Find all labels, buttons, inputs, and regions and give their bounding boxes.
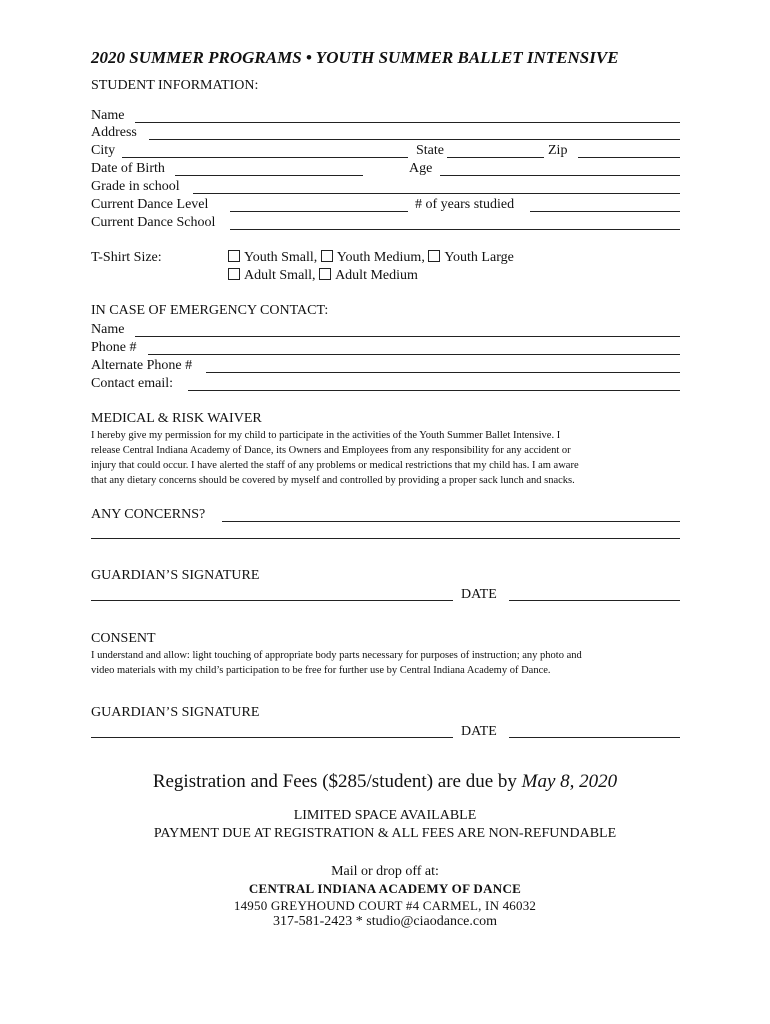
form-title: 2020 SUMMER PROGRAMS • YOUTH SUMMER BALLET INTENSIVE [91, 48, 619, 67]
tshirt-row-1 [228, 249, 514, 267]
city-label: City [91, 143, 116, 158]
guardian-signature-field-2[interactable] [91, 737, 453, 738]
option-adult-medium[interactable]: Adult Medium [319, 268, 418, 283]
concerns-label: ANY CONCERNS? [91, 507, 206, 522]
guardian-signature-label: GUARDIAN’S SIGNATURE [91, 568, 260, 583]
state-field[interactable] [447, 157, 544, 158]
waiver-line: release Central Indiana Academy of Dance, its Owners and Employees from any responsibility for any accident or [91, 445, 571, 456]
tshirt-label: T-Shirt Size: [91, 250, 162, 265]
emergency-name-field[interactable] [135, 336, 680, 337]
emergency-phone-field[interactable] [148, 354, 680, 355]
org-address: 14950 GREYHOUND COURT #4 CARMEL, IN 46032 [233, 898, 537, 913]
zip-label: Zip [548, 143, 568, 158]
guardian-signature-label-2: GUARDIAN’S SIGNATURE [91, 705, 260, 720]
waiver-line: that any dietary concerns should be covered by myself and controlled by providing a proper sack lunch and snacks. [91, 475, 575, 486]
option-adult-small[interactable]: Adult Small, [228, 268, 316, 283]
checkbox-icon[interactable] [228, 250, 240, 262]
payment-notice: PAYMENT DUE AT REGISTRATION & ALL FEES ARE NON-REFUNDABLE [153, 826, 617, 841]
emergency-heading: IN CASE OF EMERGENCY CONTACT: [91, 303, 329, 318]
city-field[interactable] [122, 157, 408, 158]
alt-phone-label: Alternate Phone # [91, 358, 193, 373]
years-studied-field[interactable] [530, 211, 680, 212]
alt-phone-field[interactable] [206, 372, 680, 373]
checkbox-icon[interactable] [319, 268, 331, 280]
org-name: CENTRAL INDIANA ACADEMY OF DANCE [248, 881, 522, 896]
student-info-heading: STUDENT INFORMATION: [91, 78, 259, 93]
date-label-2: DATE [461, 724, 497, 739]
date-label: DATE [461, 587, 497, 602]
dance-school-field[interactable] [230, 229, 680, 230]
name-label: Name [91, 108, 125, 123]
concerns-field[interactable] [222, 521, 680, 522]
tshirt-row-2 [228, 267, 418, 285]
address-label: Address [91, 125, 137, 140]
waiver-line: I hereby give my permission for my child to participate in the activities of the Youth Summer Ballet Intensive. I [91, 430, 561, 441]
checkbox-icon[interactable] [228, 268, 240, 280]
waiver-heading: MEDICAL & RISK WAIVER [91, 411, 262, 426]
age-label: Age [409, 161, 433, 176]
limited-space: LIMITED SPACE AVAILABLE [293, 808, 477, 823]
contact-email-field[interactable] [188, 390, 680, 391]
emergency-name-label: Name [91, 322, 125, 337]
mail-instruction: Mail or drop off at: [331, 864, 439, 879]
fees-due-date: May 8, 2020 [521, 771, 618, 792]
dob-label: Date of Birth [91, 161, 165, 176]
grade-field[interactable] [193, 193, 680, 194]
guardian-signature-field[interactable] [91, 600, 453, 601]
emergency-phone-label: Phone # [91, 340, 137, 355]
consent-line: video materials with my child’s participation to be free for further use by Central Indiana Academy of Dance. [91, 665, 551, 676]
waiver-line: injury that could occur. I have alerted the staff of any problems or medical restrictions that my child has. I am aware [91, 460, 579, 471]
checkbox-icon[interactable] [428, 250, 440, 262]
checkbox-icon[interactable] [321, 250, 333, 262]
dance-level-label: Current Dance Level [91, 197, 209, 212]
grade-label: Grade in school [91, 179, 180, 194]
option-youth-small[interactable]: Youth Small, [228, 250, 317, 265]
name-field[interactable] [135, 122, 680, 123]
years-studied-label: # of years studied [415, 197, 515, 212]
address-field[interactable] [149, 139, 680, 140]
age-field[interactable] [440, 175, 680, 176]
consent-line: I understand and allow: light touching of appropriate body parts necessary for purposes of instruction; any photo and [91, 650, 582, 661]
fees-notice: Registration and Fees ($285/student) are due by May 8, 2020 [152, 771, 618, 792]
dance-level-field[interactable] [230, 211, 408, 212]
contact-email-label: Contact email: [91, 376, 174, 391]
state-label: State [416, 143, 444, 158]
org-contact: 317-581-2423 * studio@ciaodance.com [272, 914, 497, 929]
dance-school-label: Current Dance School [91, 215, 216, 230]
date-field[interactable] [509, 600, 680, 601]
consent-heading: CONSENT [91, 631, 156, 646]
option-youth-medium[interactable]: Youth Medium, [321, 250, 425, 265]
date-field-2[interactable] [509, 737, 680, 738]
concerns-field-line-2[interactable] [91, 538, 680, 539]
zip-field[interactable] [578, 157, 680, 158]
option-youth-large[interactable]: Youth Large [428, 250, 514, 265]
dob-field[interactable] [175, 175, 363, 176]
